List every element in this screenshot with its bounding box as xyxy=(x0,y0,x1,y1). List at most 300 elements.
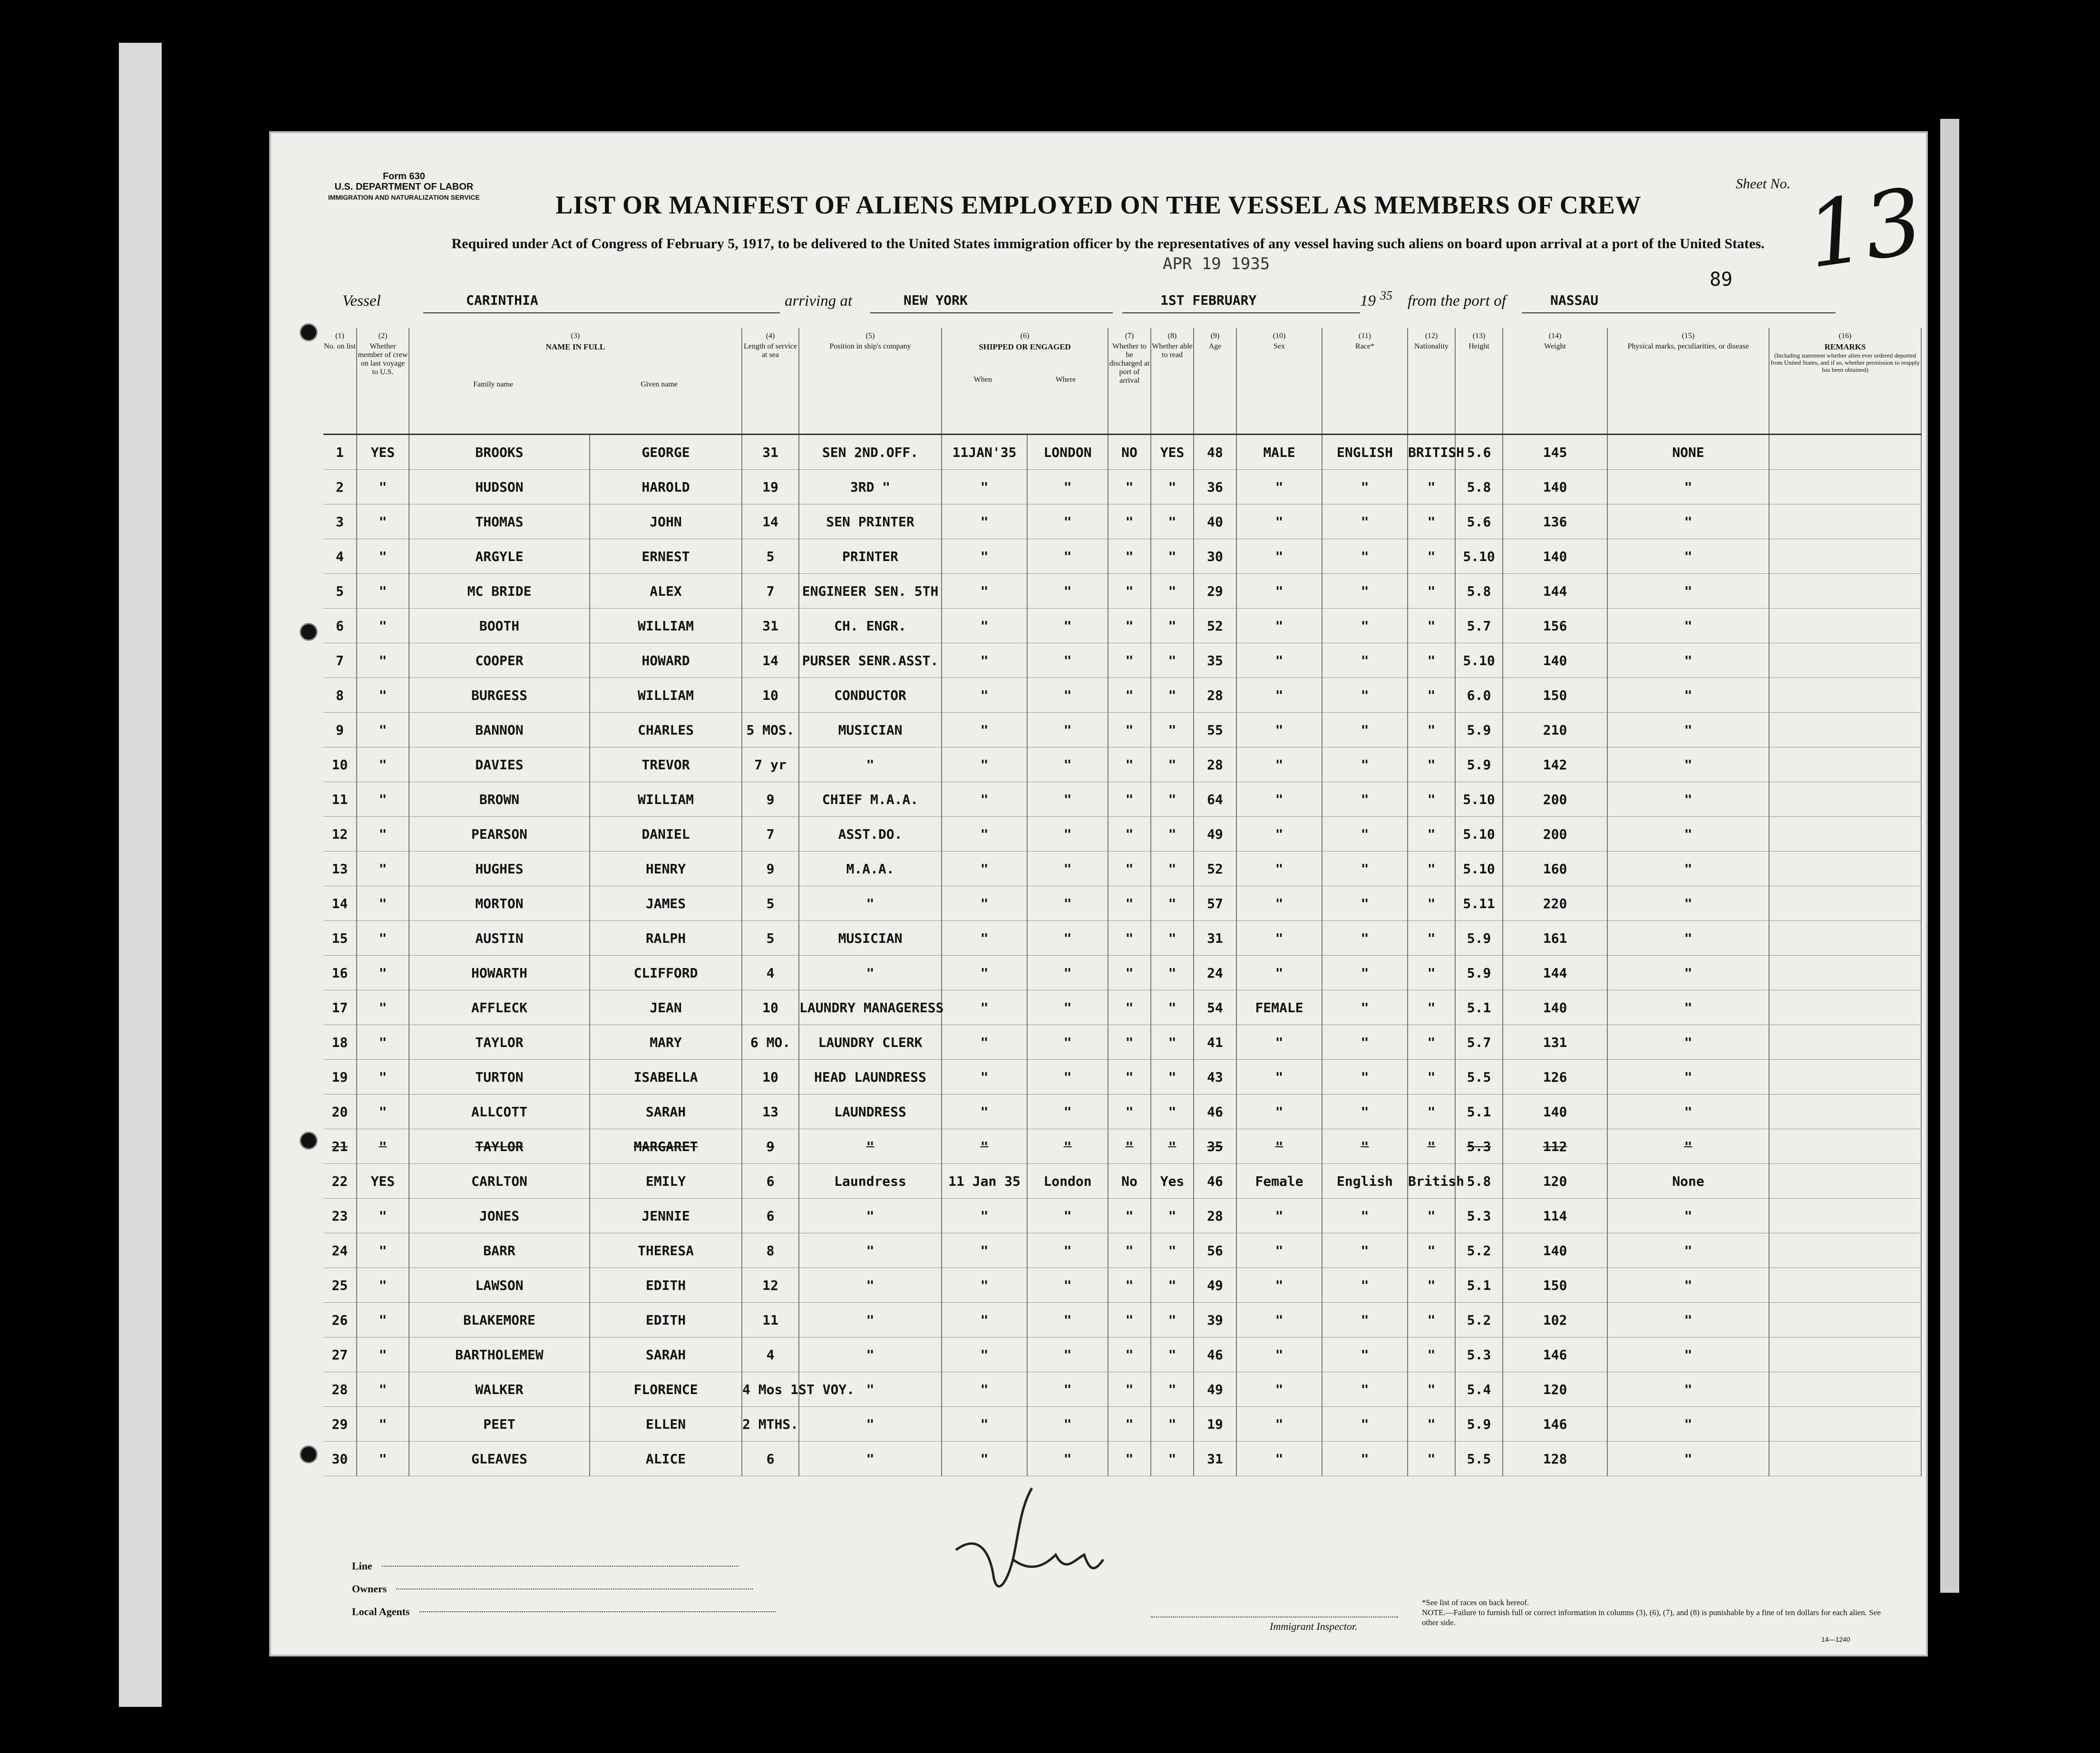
weight-cell: 131 xyxy=(1503,1025,1607,1060)
weight-cell: 120 xyxy=(1503,1372,1607,1407)
sex-cell: " xyxy=(1236,1303,1322,1337)
read-cell: " xyxy=(1151,678,1194,713)
row-number: 20 xyxy=(323,1094,357,1129)
family-name-cell: BURGESS xyxy=(409,678,590,713)
shipped-when-cell: " xyxy=(942,470,1027,504)
given-name-cell: WILLIAM xyxy=(590,678,742,713)
position-cell: " xyxy=(799,1268,942,1303)
height-cell: 5.10 xyxy=(1455,852,1503,886)
service-cell: 6 xyxy=(742,1164,799,1199)
given-name-cell: HAROLD xyxy=(590,470,742,504)
shipped-when-cell: " xyxy=(942,1268,1027,1303)
weight-cell: 156 xyxy=(1503,609,1607,643)
table-row xyxy=(323,921,1921,956)
nationality-cell: " xyxy=(1408,956,1455,990)
height-cell: 5.10 xyxy=(1455,643,1503,678)
family-name-cell: MC BRIDE xyxy=(409,574,590,609)
year-prefix: 19 xyxy=(1360,292,1376,310)
race-cell: " xyxy=(1322,574,1408,609)
discharge-cell: " xyxy=(1108,1129,1151,1164)
service-cell: 31 xyxy=(742,609,799,643)
remarks-cell xyxy=(1769,1337,1921,1372)
position-cell: CHIEF M.A.A. xyxy=(799,782,942,817)
from-port-label: from the port of xyxy=(1408,292,1506,310)
sex-cell: " xyxy=(1236,817,1322,852)
last-voyage-cell: " xyxy=(357,643,409,678)
read-cell: " xyxy=(1151,747,1194,782)
read-cell: " xyxy=(1151,852,1194,886)
race-cell: " xyxy=(1322,1129,1408,1164)
height-cell: 5.1 xyxy=(1455,990,1503,1025)
race-cell: " xyxy=(1322,1094,1408,1129)
shipped-where-cell: " xyxy=(1027,990,1108,1025)
shipped-when-cell: " xyxy=(942,609,1027,643)
row-number: 4 xyxy=(323,539,357,574)
age-cell: 46 xyxy=(1194,1094,1236,1129)
sex-cell: FEMALE xyxy=(1236,990,1322,1025)
last-voyage-cell: " xyxy=(357,1442,409,1476)
marks-cell: " xyxy=(1607,1233,1769,1268)
height-cell: 5.3 xyxy=(1455,1129,1503,1164)
weight-cell: 140 xyxy=(1503,539,1607,574)
sex-cell: " xyxy=(1236,1442,1322,1476)
weight-cell: 114 xyxy=(1503,1199,1607,1233)
shipped-where-cell: " xyxy=(1027,504,1108,539)
table-row xyxy=(323,817,1921,852)
position-cell: " xyxy=(799,1233,942,1268)
given-name-cell: HENRY xyxy=(590,852,742,886)
shipped-when-cell: " xyxy=(942,1337,1027,1372)
row-number: 28 xyxy=(323,1372,357,1407)
service-name: IMMIGRATION AND NATURALIZATION SERVICE xyxy=(328,194,480,201)
sex-cell: " xyxy=(1236,574,1322,609)
page-number: 89 xyxy=(1710,269,1733,291)
row-number: 15 xyxy=(323,921,357,956)
weight-cell: 120 xyxy=(1503,1164,1607,1199)
read-cell: " xyxy=(1151,504,1194,539)
last-voyage-cell: " xyxy=(357,1268,409,1303)
last-voyage-cell: " xyxy=(357,1303,409,1337)
remarks-cell xyxy=(1769,1303,1921,1337)
given-name-cell: ALEX xyxy=(590,574,742,609)
row-number: 13 xyxy=(323,852,357,886)
last-voyage-cell: " xyxy=(357,713,409,747)
arriving-port: NEW YORK xyxy=(904,292,968,308)
service-cell: 14 xyxy=(742,643,799,678)
discharge-cell: " xyxy=(1108,921,1151,956)
shipped-where-cell: " xyxy=(1027,1407,1108,1442)
sex-cell: " xyxy=(1236,1060,1322,1094)
arrival-date: 1ST FEBRUARY xyxy=(1160,292,1257,308)
sex-cell: " xyxy=(1236,1407,1322,1442)
height-cell: 5.5 xyxy=(1455,1442,1503,1476)
shipped-where-cell: " xyxy=(1027,574,1108,609)
shipped-when-cell: " xyxy=(942,747,1027,782)
given-name-cell: JENNIE xyxy=(590,1199,742,1233)
department: U.S. DEPARTMENT OF LABOR xyxy=(334,182,474,192)
table-row xyxy=(323,782,1921,817)
height-cell: 5.4 xyxy=(1455,1372,1503,1407)
weight-cell: 144 xyxy=(1503,574,1607,609)
race-cell: " xyxy=(1322,921,1408,956)
given-name-cell: ALICE xyxy=(590,1442,742,1476)
family-name-cell: HUGHES xyxy=(409,852,590,886)
read-cell: " xyxy=(1151,1337,1194,1372)
given-name-cell: CLIFFORD xyxy=(590,956,742,990)
punch-hole xyxy=(300,623,318,641)
film-edge-right xyxy=(1940,119,1959,1593)
nationality-cell: " xyxy=(1408,886,1455,921)
given-name-cell: ELLEN xyxy=(590,1407,742,1442)
remarks-cell xyxy=(1769,1407,1921,1442)
age-cell: 49 xyxy=(1194,1372,1236,1407)
family-name-cell: BOOTH xyxy=(409,609,590,643)
marks-cell: " xyxy=(1607,852,1769,886)
weight-cell: 161 xyxy=(1503,921,1607,956)
shipped-when-cell: " xyxy=(942,713,1027,747)
height-cell: 5.1 xyxy=(1455,1094,1503,1129)
discharge-cell: " xyxy=(1108,1337,1151,1372)
read-cell: " xyxy=(1151,782,1194,817)
marks-cell: " xyxy=(1607,1199,1769,1233)
remarks-cell xyxy=(1769,574,1921,609)
last-voyage-cell: " xyxy=(357,1407,409,1442)
remarks-cell xyxy=(1769,1372,1921,1407)
weight-cell: 145 xyxy=(1503,435,1607,470)
discharge-cell: " xyxy=(1108,886,1151,921)
shipped-where-cell: " xyxy=(1027,609,1108,643)
table-row xyxy=(323,1442,1921,1476)
shipped-where-cell: " xyxy=(1027,747,1108,782)
col-shipped: (6) SHIPPED OR ENGAGED When Where xyxy=(942,328,1108,435)
shipped-when-cell: " xyxy=(942,1025,1027,1060)
remarks-cell xyxy=(1769,1199,1921,1233)
race-cell: " xyxy=(1322,470,1408,504)
given-name-cell: SARAH xyxy=(590,1094,742,1129)
sex-cell: " xyxy=(1236,609,1322,643)
shipped-when-cell: " xyxy=(942,1094,1027,1129)
shipped-when-cell: " xyxy=(942,1407,1027,1442)
punch-hole xyxy=(300,1445,318,1463)
weight-cell: 112 xyxy=(1503,1129,1607,1164)
table-row xyxy=(323,470,1921,504)
age-cell: 31 xyxy=(1194,1442,1236,1476)
race-cell: " xyxy=(1322,1199,1408,1233)
age-cell: 43 xyxy=(1194,1060,1236,1094)
nationality-cell: " xyxy=(1408,1199,1455,1233)
owners-label: Owners xyxy=(352,1583,387,1595)
row-number: 10 xyxy=(323,747,357,782)
last-voyage-cell: " xyxy=(357,852,409,886)
col-marks: (15) Physical marks, peculiarities, or disease xyxy=(1607,328,1769,435)
nationality-cell: " xyxy=(1408,609,1455,643)
age-cell: 64 xyxy=(1194,782,1236,817)
read-cell: " xyxy=(1151,609,1194,643)
arriving-label: arriving at xyxy=(785,292,853,310)
family-name-cell: PEET xyxy=(409,1407,590,1442)
height-cell: 5.3 xyxy=(1455,1199,1503,1233)
weight-cell: 140 xyxy=(1503,643,1607,678)
last-voyage-cell: " xyxy=(357,1060,409,1094)
col-position: (5) Position in ship's company xyxy=(799,328,942,435)
height-cell: 5.10 xyxy=(1455,817,1503,852)
age-cell: 40 xyxy=(1194,504,1236,539)
position-cell: " xyxy=(799,956,942,990)
row-number: 5 xyxy=(323,574,357,609)
age-cell: 39 xyxy=(1194,1303,1236,1337)
service-cell: 4 xyxy=(742,1337,799,1372)
nationality-cell: " xyxy=(1408,1268,1455,1303)
sex-cell: " xyxy=(1236,1233,1322,1268)
shipped-where-cell: " xyxy=(1027,1337,1108,1372)
height-cell: 5.9 xyxy=(1455,1407,1503,1442)
family-name-cell: AFFLECK xyxy=(409,990,590,1025)
family-name-cell: PEARSON xyxy=(409,817,590,852)
footer-note xyxy=(1422,1598,1897,1627)
height-cell: 5.2 xyxy=(1455,1233,1503,1268)
shipped-when-cell: " xyxy=(942,574,1027,609)
family-name-cell: ALLCOTT xyxy=(409,1094,590,1129)
position-cell: " xyxy=(799,1129,942,1164)
family-name-cell: MORTON xyxy=(409,886,590,921)
service-cell: 13 xyxy=(742,1094,799,1129)
shipped-where-cell: " xyxy=(1027,1199,1108,1233)
given-name-cell: ISABELLA xyxy=(590,1060,742,1094)
discharge-cell: NO xyxy=(1108,435,1151,470)
sex-cell: " xyxy=(1236,747,1322,782)
shipped-where-cell: " xyxy=(1027,470,1108,504)
position-cell: LAUNDRY MANAGERESS xyxy=(799,990,942,1025)
age-cell: 46 xyxy=(1194,1164,1236,1199)
read-cell: YES xyxy=(1151,435,1194,470)
given-name-cell: EMILY xyxy=(590,1164,742,1199)
read-cell: " xyxy=(1151,990,1194,1025)
nationality-cell: " xyxy=(1408,574,1455,609)
last-voyage-cell: " xyxy=(357,504,409,539)
sex-cell: Female xyxy=(1236,1164,1322,1199)
shipped-where-cell: " xyxy=(1027,643,1108,678)
family-name-cell: LAWSON xyxy=(409,1268,590,1303)
discharge-cell: " xyxy=(1108,1060,1151,1094)
position-cell: MUSICIAN xyxy=(799,713,942,747)
shipped-where-cell: " xyxy=(1027,886,1108,921)
position-cell: SEN PRINTER xyxy=(799,504,942,539)
shipped-when-cell: " xyxy=(942,921,1027,956)
position-cell: 3RD " xyxy=(799,470,942,504)
position-cell: MUSICIAN xyxy=(799,921,942,956)
sex-cell: " xyxy=(1236,1094,1322,1129)
last-voyage-cell: " xyxy=(357,1094,409,1129)
discharge-cell: " xyxy=(1108,782,1151,817)
sex-cell: " xyxy=(1236,782,1322,817)
read-cell: " xyxy=(1151,1199,1194,1233)
race-cell: " xyxy=(1322,713,1408,747)
position-cell: PURSER SENR.ASST. xyxy=(799,643,942,678)
shipped-when-cell: " xyxy=(942,504,1027,539)
table-row xyxy=(323,747,1921,782)
remarks-cell xyxy=(1769,1060,1921,1094)
remarks-cell xyxy=(1769,886,1921,921)
discharge-cell: " xyxy=(1108,539,1151,574)
given-name-cell: MARY xyxy=(590,1025,742,1060)
discharge-cell: " xyxy=(1108,1268,1151,1303)
shipped-when-cell: " xyxy=(942,539,1027,574)
discharge-cell: " xyxy=(1108,678,1151,713)
last-voyage-cell: YES xyxy=(357,1164,409,1199)
date-stamp: APR 19 1935 xyxy=(1163,254,1270,273)
marks-cell: " xyxy=(1607,609,1769,643)
nationality-cell: " xyxy=(1408,1442,1455,1476)
line-label: Line xyxy=(352,1560,372,1572)
race-cell: " xyxy=(1322,678,1408,713)
page-title: LIST OR MANIFEST OF ALIENS EMPLOYED ON THE VESSEL AS MEMBERS OF CREW xyxy=(555,191,1642,219)
marks-cell: NONE xyxy=(1607,435,1769,470)
discharge-cell: " xyxy=(1108,1372,1151,1407)
weight-cell: 160 xyxy=(1503,852,1607,886)
marks-cell: " xyxy=(1607,990,1769,1025)
remarks-cell xyxy=(1769,678,1921,713)
marks-cell: " xyxy=(1607,1060,1769,1094)
given-name-cell: JEAN xyxy=(590,990,742,1025)
marks-cell: " xyxy=(1607,678,1769,713)
sex-cell: " xyxy=(1236,1199,1322,1233)
given-name-cell: THERESA xyxy=(590,1233,742,1268)
remarks-cell xyxy=(1769,504,1921,539)
height-cell: 5.2 xyxy=(1455,1303,1503,1337)
col-sex: (10) Sex xyxy=(1236,328,1322,435)
sex-cell: " xyxy=(1236,1337,1322,1372)
race-cell: English xyxy=(1322,1164,1408,1199)
read-cell: " xyxy=(1151,1129,1194,1164)
last-voyage-cell: " xyxy=(357,1129,409,1164)
shipped-where-cell: " xyxy=(1027,1268,1108,1303)
row-number: 11 xyxy=(323,782,357,817)
age-cell: 36 xyxy=(1194,470,1236,504)
last-voyage-cell: " xyxy=(357,539,409,574)
service-cell: 7 xyxy=(742,574,799,609)
discharge-cell: " xyxy=(1108,747,1151,782)
table-row xyxy=(323,1060,1921,1094)
service-cell: 9 xyxy=(742,1129,799,1164)
col-age: (9) Age xyxy=(1194,328,1236,435)
read-cell: " xyxy=(1151,1025,1194,1060)
row-number: 29 xyxy=(323,1407,357,1442)
shipped-when-cell: " xyxy=(942,1199,1027,1233)
table-row xyxy=(323,1303,1921,1337)
height-cell: 5.7 xyxy=(1455,609,1503,643)
shipped-where-cell: " xyxy=(1027,1094,1108,1129)
nationality-cell: " xyxy=(1408,678,1455,713)
family-name-cell: HOWARTH xyxy=(409,956,590,990)
height-cell: 5.6 xyxy=(1455,435,1503,470)
weight-cell: 144 xyxy=(1503,956,1607,990)
row-number: 1 xyxy=(323,435,357,470)
discharge-cell: " xyxy=(1108,1233,1151,1268)
nationality-cell: " xyxy=(1408,990,1455,1025)
marks-cell: " xyxy=(1607,1372,1769,1407)
read-cell: " xyxy=(1151,539,1194,574)
last-voyage-cell: " xyxy=(357,1025,409,1060)
marks-cell: " xyxy=(1607,574,1769,609)
position-cell: " xyxy=(799,1442,942,1476)
service-cell: 31 xyxy=(742,435,799,470)
table-row xyxy=(323,609,1921,643)
position-cell: HEAD LAUNDRESS xyxy=(799,1060,942,1094)
table-row xyxy=(323,643,1921,678)
nationality-cell: " xyxy=(1408,1094,1455,1129)
family-name-cell: THOMAS xyxy=(409,504,590,539)
discharge-cell: " xyxy=(1108,609,1151,643)
row-number: 12 xyxy=(323,817,357,852)
shipped-when-cell: " xyxy=(942,956,1027,990)
shipped-when-cell: " xyxy=(942,1303,1027,1337)
table-row xyxy=(323,1199,1921,1233)
nationality-cell: " xyxy=(1408,1060,1455,1094)
sex-cell: " xyxy=(1236,713,1322,747)
remarks-cell xyxy=(1769,470,1921,504)
given-name-cell: RALPH xyxy=(590,921,742,956)
age-cell: 49 xyxy=(1194,1268,1236,1303)
service-cell: 5 xyxy=(742,921,799,956)
table-row xyxy=(323,990,1921,1025)
film-edge-left xyxy=(119,43,162,1707)
form-number: Form 630 xyxy=(382,171,425,182)
race-cell: " xyxy=(1322,643,1408,678)
read-cell: " xyxy=(1151,470,1194,504)
marks-cell: " xyxy=(1607,643,1769,678)
family-name-cell: TAYLOR xyxy=(409,1025,590,1060)
service-cell: 10 xyxy=(742,678,799,713)
row-number: 25 xyxy=(323,1268,357,1303)
nationality-cell: " xyxy=(1408,852,1455,886)
table-row xyxy=(323,852,1921,886)
race-cell: " xyxy=(1322,1060,1408,1094)
given-name-cell: TREVOR xyxy=(590,747,742,782)
shipped-when-cell: " xyxy=(942,643,1027,678)
row-number: 18 xyxy=(323,1025,357,1060)
position-cell: CH. ENGR. xyxy=(799,609,942,643)
nationality-cell: " xyxy=(1408,921,1455,956)
age-cell: 46 xyxy=(1194,1337,1236,1372)
given-name-cell: MARGARET xyxy=(590,1129,742,1164)
given-name-cell: JAMES xyxy=(590,886,742,921)
last-voyage-cell: " xyxy=(357,1337,409,1372)
agents-label: Local Agents xyxy=(352,1606,410,1617)
service-cell: 9 xyxy=(742,782,799,817)
last-voyage-cell: " xyxy=(357,609,409,643)
shipped-where-cell: " xyxy=(1027,678,1108,713)
page-subtitle: Required under Act of Congress of February 5, 1917, to be delivered to the United States immigration officer by the representatives of any vessel having such aliens on board upon arrival at a port of the United States. xyxy=(451,236,1765,252)
height-cell: 5.10 xyxy=(1455,539,1503,574)
shipped-where-cell: " xyxy=(1027,1233,1108,1268)
read-cell: " xyxy=(1151,1060,1194,1094)
shipped-where-cell: " xyxy=(1027,782,1108,817)
remarks-cell xyxy=(1769,713,1921,747)
age-cell: 28 xyxy=(1194,1199,1236,1233)
shipped-when-cell: " xyxy=(942,1372,1027,1407)
read-cell: " xyxy=(1151,574,1194,609)
last-voyage-cell: YES xyxy=(357,435,409,470)
race-cell: " xyxy=(1322,747,1408,782)
height-cell: 5.9 xyxy=(1455,921,1503,956)
sex-cell: " xyxy=(1236,852,1322,886)
given-name-cell: FLORENCE xyxy=(590,1372,742,1407)
crew-table xyxy=(323,328,1922,1476)
col-race: (11) Race* xyxy=(1322,328,1408,435)
marks-cell: " xyxy=(1607,747,1769,782)
position-cell: " xyxy=(799,1372,942,1407)
service-cell: 4 xyxy=(742,956,799,990)
